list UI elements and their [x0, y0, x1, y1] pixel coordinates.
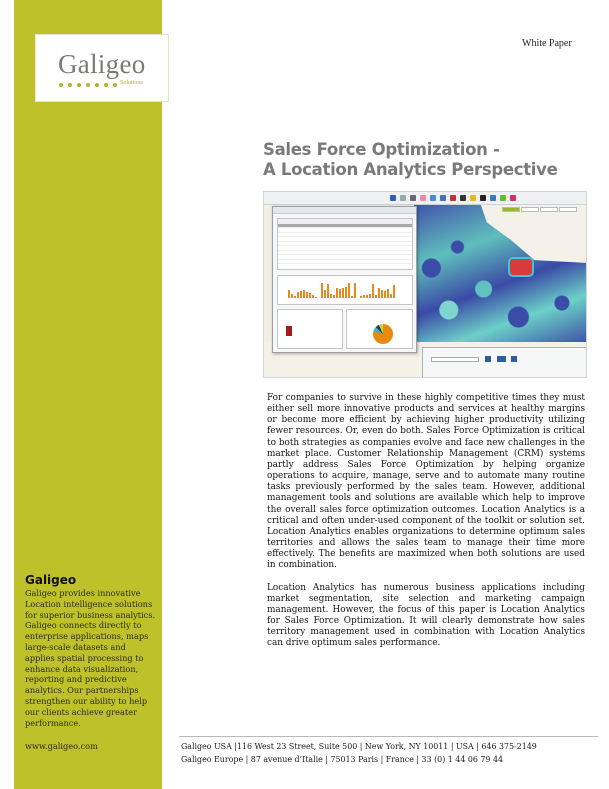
logo-tagline: Solutions: [120, 80, 143, 86]
zoom-icon: [400, 195, 406, 201]
people-icon: [510, 195, 516, 201]
paragraph: For companies to survive in these highly competitive times they must either sell more innovative products and services at healthy margins or become more efficient by achieving higher productivity utilizing fewer resources. Or, even do both. Sales Force Optimization is critical to both strategies as companies evolve and face new challenges in the market place. Customer Relationship Management (CRM) systems partly address Sales Force Optimization by helping organize operations to acquire, manage, serve and to automate many routine tasks previously performed by the sales team. However, additional management tools and solutions are available which help to improve the overall sales force optimization outcomes. Location Analytics is a critical and often under-used component of the toolkit or solution set. Location Analytics enables organizations to determine optimum sales territories and allows the sales team to manage their time more effectively. The benefits are maximized when both solutions are used in combination.: [267, 393, 585, 571]
selected-territory: [508, 257, 534, 277]
map-button-icon: [497, 356, 506, 362]
selection-panel: [422, 347, 587, 378]
logo-wordmark: Galigeo: [58, 49, 146, 79]
export-button-icon: [511, 356, 517, 362]
toolbar-icons: [390, 195, 516, 201]
select-icon: [410, 195, 416, 201]
globe-icon: [480, 195, 486, 201]
logo-dots-icon: [59, 83, 117, 87]
layers-icon: [430, 195, 436, 201]
data-table: [277, 218, 413, 270]
app-screenshot-figure: [263, 191, 587, 378]
column-chart: [277, 309, 343, 349]
article-body: [267, 393, 585, 649]
route-icon: [460, 195, 466, 201]
website-link[interactable]: www.galigeo.com: [25, 741, 98, 751]
panel-titlebar: [273, 207, 416, 214]
bar-chart: [277, 275, 413, 305]
cloud-icon: [490, 195, 496, 201]
page-title: [263, 140, 563, 180]
pin-icon: [470, 195, 476, 201]
map-type-tabs: [502, 207, 577, 212]
tool-icon: [420, 195, 426, 201]
footer-divider: [179, 736, 598, 737]
selection-dropdown: [431, 357, 479, 362]
save-icon: [390, 195, 396, 201]
about-text: Galigeo provides innovative Location intelligence solutions for superior business analytics. Galigeo connects directly to enterprise applications, maps large-scale datasets and applies spatial processing to enhance data visualization, reporting and predictive analytics. Our partnerships strengthen our ability to help our clients achieve greater performance.: [25, 588, 156, 728]
title-line-1: Sales Force Optimization -: [263, 140, 500, 159]
footer-usa-address: Galigeo USA |116 West 23 Street, Suite 500 | New York, NY 10011 | USA | 646 375-2149: [181, 742, 537, 751]
footer-europe-address: Galigeo Europe | 87 avenue d’Italie | 75013 Paris | France | 33 (0) 1 44 06 79 44: [181, 754, 503, 764]
paragraph: Location Analytics has numerous business applications including market segmentation, site selection and marketing campaign management. However, the focus of this paper is Location Analytics for Sales Force Optimization. It will clearly demonstrate how sales territory management used in combination with Location Analytics can drive optimum sales performance.: [267, 582, 585, 649]
pie-chart: [346, 309, 413, 349]
analytics-icon: [500, 195, 506, 201]
document-type-label: White Paper: [522, 38, 572, 49]
title-line-2: A Location Analytics Perspective: [263, 160, 558, 179]
app-toolbar: [264, 192, 586, 205]
analytics-panel: [272, 206, 417, 353]
footer-addresses: [181, 741, 537, 766]
report-icon: [450, 195, 456, 201]
select-button-icon: [485, 356, 491, 362]
chart-icon: [440, 195, 446, 201]
galigeo-logo: [35, 34, 169, 102]
about-heading: Galigeo: [25, 573, 77, 587]
